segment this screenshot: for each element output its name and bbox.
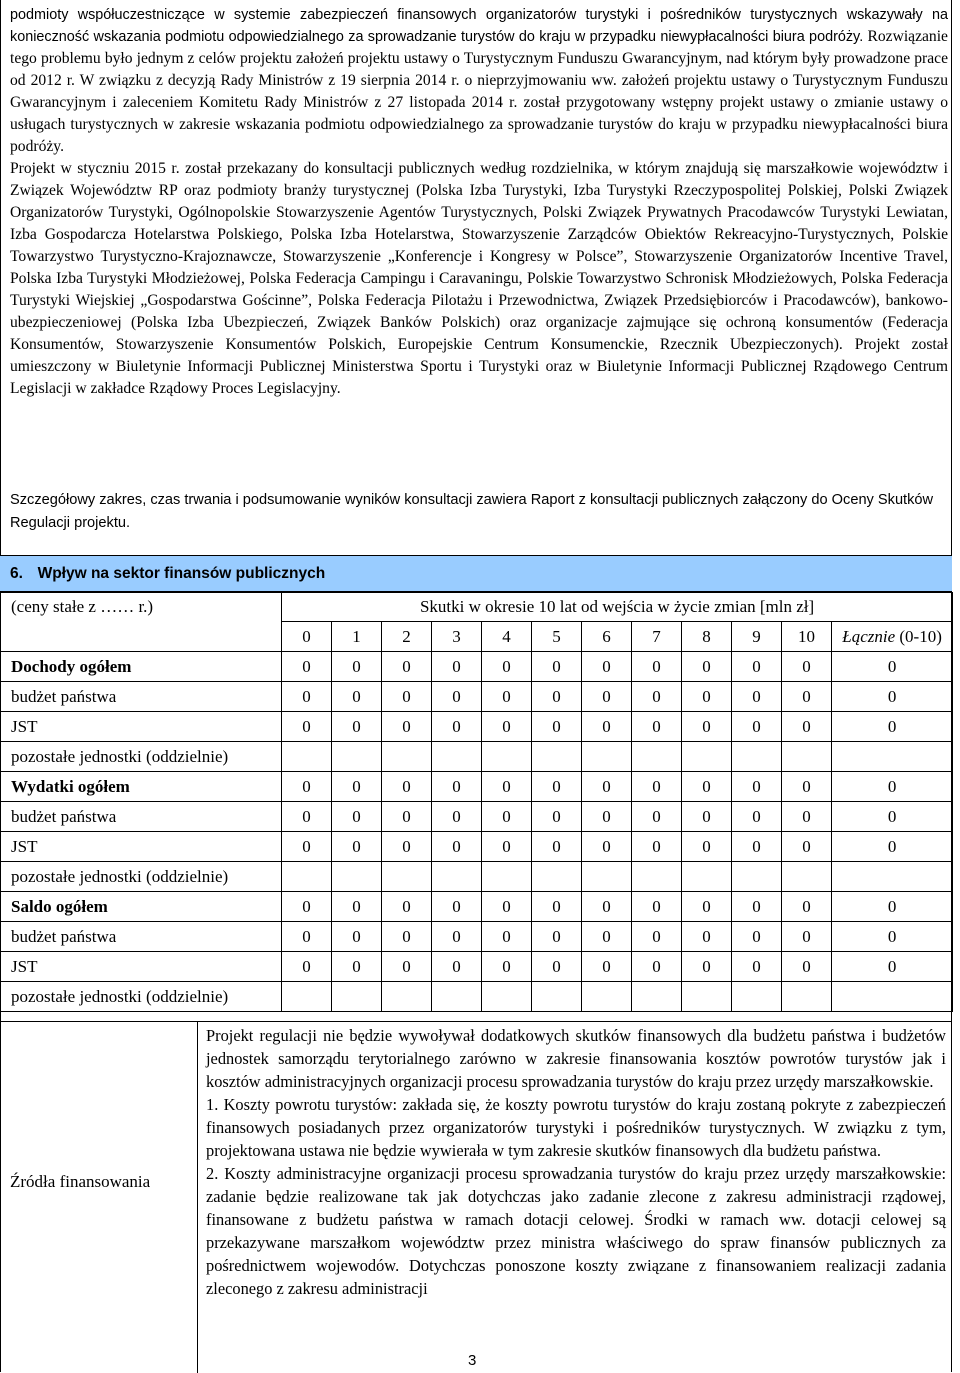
value-cell: 0 <box>682 772 732 802</box>
value-cell <box>832 862 953 892</box>
page-number: 3 <box>468 1352 477 1369</box>
value-cell: 0 <box>682 832 732 862</box>
value-cell: 0 <box>382 922 432 952</box>
consultation-text <box>10 4 948 400</box>
value-cell: 0 <box>432 772 482 802</box>
value-cell: 0 <box>582 802 632 832</box>
value-cell: 0 <box>582 682 632 712</box>
value-cell: 0 <box>782 952 832 982</box>
value-cell: 0 <box>332 802 382 832</box>
year-header-cell: 9 <box>732 622 782 652</box>
value-cell: 0 <box>482 922 532 952</box>
value-cell: 0 <box>532 892 582 922</box>
value-cell: 0 <box>782 712 832 742</box>
section-number: 6. <box>10 565 23 582</box>
summary-block <box>10 489 948 535</box>
value-cell: 0 <box>482 802 532 832</box>
value-cell: 0 <box>582 652 632 682</box>
value-cell <box>532 742 582 772</box>
value-cell: 0 <box>732 802 782 832</box>
table-row <box>1 862 953 892</box>
value-cell: 0 <box>832 802 953 832</box>
row-label: pozostałe jednostki (oddzielnie) <box>1 862 282 892</box>
value-cell: 0 <box>832 772 953 802</box>
value-cell: 0 <box>582 892 632 922</box>
value-cell: 0 <box>382 652 432 682</box>
value-cell <box>282 982 332 1012</box>
value-cell: 0 <box>632 682 682 712</box>
value-cell <box>532 982 582 1012</box>
value-cell: 0 <box>532 772 582 802</box>
value-cell: 0 <box>282 952 332 982</box>
year-header-cell: 4 <box>482 622 532 652</box>
table-row <box>1 952 953 982</box>
value-cell <box>482 982 532 1012</box>
value-cell: 0 <box>682 802 732 832</box>
value-cell: 0 <box>332 652 382 682</box>
value-cell: 0 <box>282 892 332 922</box>
value-cell: 0 <box>482 652 532 682</box>
value-cell: 0 <box>432 802 482 832</box>
intro-paragraph <box>10 4 948 158</box>
section-header <box>0 555 952 592</box>
value-cell: 0 <box>782 652 832 682</box>
value-cell: 0 <box>282 802 332 832</box>
table-row <box>1 712 953 742</box>
value-cell <box>432 742 482 772</box>
value-cell <box>582 742 632 772</box>
table-row <box>1 892 953 922</box>
value-cell <box>382 862 432 892</box>
sources-label-cell <box>0 1022 198 1373</box>
value-cell: 0 <box>482 892 532 922</box>
value-cell: 0 <box>632 892 682 922</box>
sources-item-2: 2. Koszty administracyjne organizacji procesu sprowadzania turystów do kraju przez urzędy marszałkowskie: zadanie będzie realizowane tak jak dotychczas jako zadanie zlecone z zakresu administracji rządowej, finansowane z budżetu państwa w ramach dotacji celowej. Środki w ramach ww. dotacji celowej są przekazywane marszałkom województw przez ministra właściwego do spraw finansów publicznych za pośrednictwem wojewodów. Dotychczas ponoszone koszty związane z finansowaniem realizacji zadania zleconego z zakresu administracji <box>206 1164 946 1298</box>
value-cell: 0 <box>832 652 953 682</box>
row-label: budżet państwa <box>1 802 282 832</box>
value-cell: 0 <box>582 952 632 982</box>
value-cell <box>632 982 682 1012</box>
finance-table <box>0 592 953 1012</box>
value-cell: 0 <box>432 712 482 742</box>
value-cell <box>282 742 332 772</box>
value-cell: 0 <box>582 712 632 742</box>
value-cell <box>332 742 382 772</box>
value-cell <box>832 982 953 1012</box>
value-cell: 0 <box>532 832 582 862</box>
value-cell <box>582 982 632 1012</box>
value-cell: 0 <box>832 952 953 982</box>
table-row <box>1 682 953 712</box>
value-cell <box>332 982 382 1012</box>
value-cell: 0 <box>532 922 582 952</box>
row-label: JST <box>1 832 282 862</box>
table-row <box>1 652 953 682</box>
value-cell <box>332 862 382 892</box>
year-header-cell: 0 <box>282 622 332 652</box>
value-cell <box>732 862 782 892</box>
year-header-cell: 7 <box>632 622 682 652</box>
row-label: Dochody ogółem <box>1 652 282 682</box>
value-cell <box>532 862 582 892</box>
year-header-cell: 10 <box>782 622 832 652</box>
sources-item-1: 1. Koszty powrotu turystów: zakłada się, że koszty powrotu turystów do kraju zostaną pokryte z zabezpieczeń finansowych posiadanych przez organizatorów turystyki i pośredników turystycznych. W związku z tym, projektowana ustawa nie będzie wywierała w tym zakresie skutków finansowych dla budżetu państwa. <box>206 1095 946 1160</box>
value-cell: 0 <box>732 712 782 742</box>
value-cell: 0 <box>632 802 682 832</box>
value-cell <box>782 742 832 772</box>
value-cell <box>682 742 732 772</box>
value-cell <box>382 982 432 1012</box>
value-cell <box>832 742 953 772</box>
value-cell: 0 <box>832 682 953 712</box>
value-cell <box>432 982 482 1012</box>
row-label: Saldo ogółem <box>1 892 282 922</box>
value-cell: 0 <box>482 832 532 862</box>
value-cell: 0 <box>532 682 582 712</box>
row-label: pozostałe jednostki (oddzielnie) <box>1 742 282 772</box>
table-header-row <box>1 593 953 622</box>
table-row <box>1 922 953 952</box>
value-cell: 0 <box>732 652 782 682</box>
value-cell: 0 <box>682 892 732 922</box>
value-cell <box>482 742 532 772</box>
value-cell: 0 <box>782 802 832 832</box>
row-label: budżet państwa <box>1 682 282 712</box>
value-cell <box>682 982 732 1012</box>
total-range: (0-10) <box>899 626 942 646</box>
value-cell: 0 <box>482 952 532 982</box>
value-cell <box>282 862 332 892</box>
table-row <box>1 832 953 862</box>
value-cell: 0 <box>832 892 953 922</box>
value-cell: 0 <box>682 652 732 682</box>
value-cell: 0 <box>382 682 432 712</box>
value-cell: 0 <box>532 712 582 742</box>
row-label: Wydatki ogółem <box>1 772 282 802</box>
value-cell: 0 <box>482 772 532 802</box>
row-label: JST <box>1 712 282 742</box>
value-cell <box>682 862 732 892</box>
value-cell: 0 <box>682 712 732 742</box>
value-cell <box>782 862 832 892</box>
value-cell: 0 <box>732 892 782 922</box>
value-cell: 0 <box>432 922 482 952</box>
row-label: JST <box>1 952 282 982</box>
value-cell: 0 <box>282 922 332 952</box>
value-cell <box>432 862 482 892</box>
value-cell: 0 <box>782 922 832 952</box>
value-cell: 0 <box>532 652 582 682</box>
value-cell <box>632 862 682 892</box>
intro-arial-text: podmioty współuczestniczące w systemie zabezpieczeń finansowych organizatorów turystyki i pośredników turystycznych wskazywały na konieczność wskazania podmiotu odpowiedzialnego za sprowadzanie turystów do kraju w przypadku niewypłacalności biura podróży. <box>10 7 948 45</box>
sources-text <box>206 1024 946 1300</box>
value-cell <box>632 742 682 772</box>
value-cell: 0 <box>582 922 632 952</box>
value-cell: 0 <box>282 682 332 712</box>
value-cell: 0 <box>282 832 332 862</box>
value-cell: 0 <box>732 682 782 712</box>
table-row <box>1 772 953 802</box>
value-cell: 0 <box>282 712 332 742</box>
value-cell <box>482 862 532 892</box>
value-cell: 0 <box>782 892 832 922</box>
value-cell: 0 <box>632 772 682 802</box>
value-cell: 0 <box>632 832 682 862</box>
value-cell: 0 <box>332 952 382 982</box>
table-row <box>1 802 953 832</box>
value-cell: 0 <box>682 682 732 712</box>
value-cell <box>732 742 782 772</box>
value-cell: 0 <box>582 772 632 802</box>
effects-header: Skutki w okresie 10 lat od wejścia w życie zmian [mln zł] <box>282 593 953 622</box>
value-cell <box>582 862 632 892</box>
value-cell: 0 <box>782 832 832 862</box>
total-label: Łącznie <box>842 626 896 646</box>
value-cell: 0 <box>332 922 382 952</box>
year-header-cell: 5 <box>532 622 582 652</box>
value-cell: 0 <box>332 832 382 862</box>
year-header-cell: 1 <box>332 622 382 652</box>
value-cell: 0 <box>832 712 953 742</box>
value-cell: 0 <box>632 952 682 982</box>
year-header-cell: 6 <box>582 622 632 652</box>
value-cell: 0 <box>382 802 432 832</box>
value-cell: 0 <box>432 832 482 862</box>
summary-paragraph: Szczegółowy zakres, czas trwania i podsumowanie wyników konsultacji zawiera Raport z konsultacji publicznych załączony do Oceny Skutków Regulacji projektu. <box>10 492 934 531</box>
value-cell: 0 <box>632 652 682 682</box>
consultation-paragraph: Projekt w styczniu 2015 r. został przekazany do konsultacji publicznych według rozdzielnika, w którym znajdują się marszałkowie województw i Związek Województw RP oraz podmioty branży turystycznej (Polska Izba Turystyki, Izba Turystyki Rzeczypospolitej Polskiej, Polski Związek Organizatorów Turystyki, Ogólnopolskie Stowarzyszenie Agentów Turystycznych, Polski Związek Prywatnych Pracodawców Turystyki Lewiatan, Izba Gospodarcza Hotelarstwa Polskiego, Polska Izba Hotelarstwa, Stowarzyszenie Zarządców Obiektów Rekreacyjno-Turystycznych, Polskie Towarzystwo Turystyczno-Krajoznawcze, Stowarzyszenie „Konferencje i Kongresy w Polsce”, Stowarzyszenie Organizatorów Incentive Travel, Polska Izba Turystyki Młodzieżowej, Polska Federacja Campingu i Caravaningu, Polskie Towarzystwo Schronisk Młodzieżowych, Polska Federacja Turystyki Wiejskiej „Gospodarstwa Gościnne”, Polska Federacja Pilotażu i Przewodnictwa, Związek Przedsiębiorców i Pracodawców), bankowo-ubezpieczeniowej (Polska Izba Ubezpieczeń, Związek Banków Polskich) oraz organizacje zajmujące się ochroną konsumentów (Federacja Konsumentów, Stowarzyszenie Konsumentów Polskich, Europejskie Centrum Konsumenckie, Rzecznik Ubezpieczonych). Projekt został umieszczony w Biuletynie Informacji Publicznej Ministerstwa Sportu i Turystyki oraz w Biuletynie Informacji Publicznej Rządowego Centrum Legislacji w zakładce Rządowy Proces Legislacyjny. <box>10 160 948 397</box>
value-cell: 0 <box>832 832 953 862</box>
value-cell: 0 <box>632 712 682 742</box>
value-cell: 0 <box>432 892 482 922</box>
section-title: Wpływ na sektor finansów publicznych <box>37 565 326 582</box>
year-header-cell: 2 <box>382 622 432 652</box>
table-row <box>1 982 953 1012</box>
value-cell: 0 <box>732 772 782 802</box>
sources-section <box>0 1021 952 1372</box>
value-cell: 0 <box>532 952 582 982</box>
value-cell: 0 <box>482 682 532 712</box>
intro-serif-text: Rozwiązanie tego problemu było jednym z celów projektu założeń projektu ustawy o Turystycznym Funduszu Gwarancyjnym, nad którym były prowadzone prace od 2012 r. W związku z decyzją Rady Ministrów z 19 sierpnia 2014 r. o nieprzyjmowaniu ww. założeń projektu ustawy o Turystycznym Funduszu Gwarancyjnym i zaleceniem Komitetu Rady Ministrów z 27 listopada 2014 r. został przygotowany wstępny projekt ustawy o zmianie ustawy o usługach turystycznych w zakresie wskazania podmiotu odpowiedzialnego za sprowadzanie turystów do kraju w przypadku niewypłacalności biura podróży. <box>10 28 948 155</box>
year-header-cell: 8 <box>682 622 732 652</box>
value-cell: 0 <box>332 682 382 712</box>
value-cell: 0 <box>382 712 432 742</box>
value-cell <box>782 982 832 1012</box>
total-header-cell <box>832 622 953 652</box>
prices-label: (ceny stałe z …… r.) <box>1 593 282 652</box>
value-cell <box>732 982 782 1012</box>
value-cell: 0 <box>432 952 482 982</box>
value-cell: 0 <box>482 712 532 742</box>
value-cell: 0 <box>832 922 953 952</box>
value-cell: 0 <box>732 922 782 952</box>
value-cell: 0 <box>582 832 632 862</box>
value-cell: 0 <box>282 652 332 682</box>
value-cell: 0 <box>732 952 782 982</box>
value-cell: 0 <box>432 652 482 682</box>
value-cell: 0 <box>382 832 432 862</box>
value-cell: 0 <box>682 922 732 952</box>
sources-paragraph: Projekt regulacji nie będzie wywoływał dodatkowych skutków finansowych dla budżetu państwa i budżetów jednostek samorządu terytorialnego zarówno w zakresie finansowania kosztów powrotów turystów jak i kosztów administracyjnych organizacji procesu sprowadzania turystów do kraju przez urzędy marszałkowskie. <box>206 1026 946 1091</box>
value-cell: 0 <box>382 772 432 802</box>
value-cell: 0 <box>682 952 732 982</box>
table-row <box>1 742 953 772</box>
value-cell: 0 <box>382 892 432 922</box>
value-cell: 0 <box>332 892 382 922</box>
value-cell: 0 <box>332 712 382 742</box>
value-cell: 0 <box>432 682 482 712</box>
value-cell: 0 <box>382 952 432 982</box>
value-cell: 0 <box>532 802 582 832</box>
row-label: budżet państwa <box>1 922 282 952</box>
value-cell: 0 <box>782 772 832 802</box>
sources-label: Źródła finansowania <box>10 1172 151 1191</box>
value-cell: 0 <box>782 682 832 712</box>
year-header-cell: 3 <box>432 622 482 652</box>
value-cell: 0 <box>732 832 782 862</box>
value-cell: 0 <box>632 922 682 952</box>
value-cell: 0 <box>332 772 382 802</box>
value-cell: 0 <box>282 772 332 802</box>
value-cell <box>382 742 432 772</box>
row-label: pozostałe jednostki (oddzielnie) <box>1 982 282 1012</box>
